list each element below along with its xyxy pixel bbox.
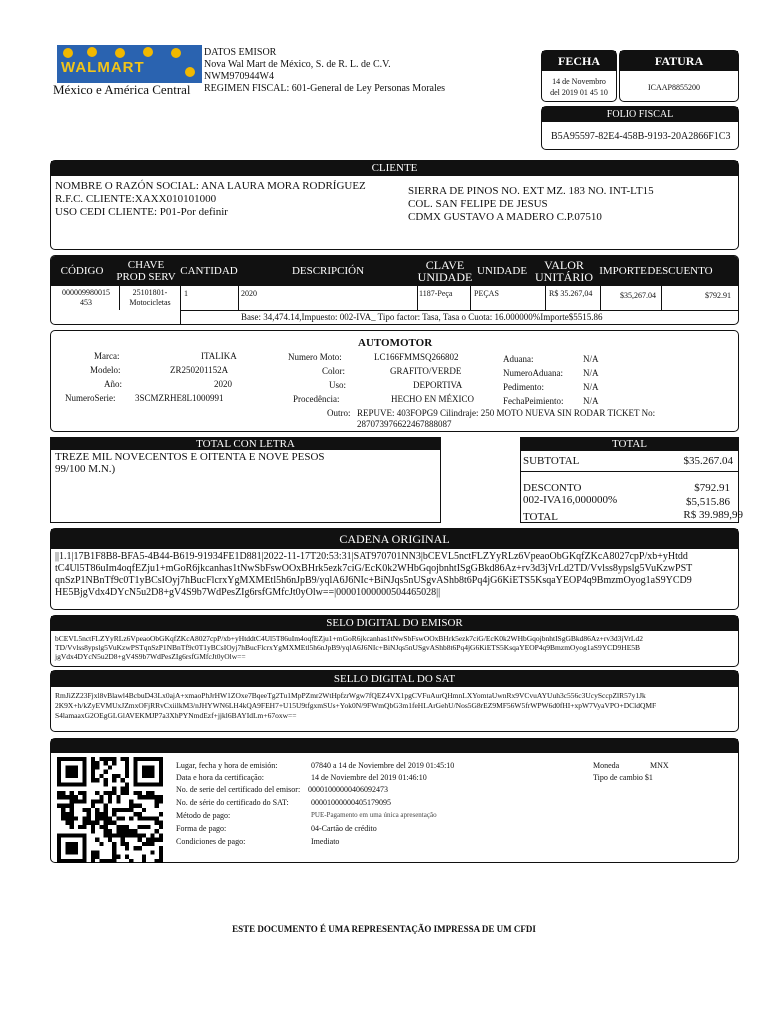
forma-label: Forma de pago: xyxy=(176,824,227,833)
otro-value-1: REPUVE: 403FOPG9 Cilindraje: 250 MOTO NUEVA SIN RODAR TICKET No: xyxy=(357,408,656,418)
metodo-value: PUE-Pagamento em uma única apresentação xyxy=(311,811,437,819)
desconto-label: DESCONTO xyxy=(523,482,582,494)
cliente-label: CLIENTE xyxy=(51,161,738,176)
lugar-label: Lugar, fecha y hora de emisión: xyxy=(176,761,278,770)
otro-value xyxy=(357,408,655,430)
totals-label: TOTAL xyxy=(521,438,738,451)
cliente-dir3: CDMX GUSTAVO A MADERO C.P.07510 xyxy=(408,211,602,223)
emisor-regimen: REGIMEN FISCAL: 601-General de Ley Personas Morales xyxy=(204,83,446,94)
col-valor: VALOR UNITÁRIO xyxy=(535,258,593,284)
row-base: Base: 34,474.14,Impuesto: 002-IVA_ Tipo factor: Tasa, Tasa o Cuota: 16.000000%Importe$5515.86 xyxy=(241,312,603,322)
comprobante-header-bar xyxy=(51,739,738,753)
selo-emisor-line2: TD/Vvlss8ypslg5VuKzwPSTqnSzP1NBnTf9c0T1yBCsIOyj7hBucFlcrxYgMXMEtl5h6nJpB9/yqlA6J6NIc+BiNJqs5nUSgvAShb8t6Pq4jG6KiETS5KsqaYEOP4q9BmzmOyog1aS9YCD9HE5B xyxy=(55,643,641,652)
emisor-name: Nova Wal Mart de México, S. de R. L. de C.V. xyxy=(204,59,391,70)
row-importe: $35,267.04 xyxy=(620,291,656,300)
tipo-cambio-label: Tipo de cambio $1 xyxy=(593,773,653,782)
lugar-value: 07840 a 14 de Noviembre del 2019 01:45:10 xyxy=(311,761,455,770)
fecha-label: FECHA xyxy=(542,51,616,71)
serie-sat-value: 00001000000405179095 xyxy=(311,798,391,807)
fecha-ped-value: N/A xyxy=(583,396,599,406)
fecha-value-line1: 14 de Novembro xyxy=(552,77,606,86)
row-codigo xyxy=(56,288,116,308)
subtotal-label: SUBTOTAL xyxy=(523,455,580,467)
total-letra-text-2: 99/100 M.N.) xyxy=(55,463,116,475)
pedimento-value: N/A xyxy=(583,382,599,392)
footer-note: ESTE DOCUMENTO É UMA REPRESENTAÇÃO IMPRESSA DE UM CFDI xyxy=(232,924,536,934)
selo-sat-line3: S4lamaaxG2OEgGLGlAVEKMJP7a3XhPYNmdEzf+jjkl6BAYIdLm+67oxw== xyxy=(55,711,297,720)
row-descuento: $792.91 xyxy=(705,291,731,300)
total-letra-box xyxy=(50,437,441,523)
fatura-box xyxy=(619,50,739,102)
aduana-value: N/A xyxy=(583,354,599,364)
cadena-line3: qnSzP1NBnTf9c0T1yBCsIOyj7hBucFlcrxYgMXMEtl5h6nJpB9/yqlA6J6NIc+BiNJqs5nUSgvAShb8t6Pq4jG6KiETS5KsqaYEOP4q9BmzmOyog1aS9YCD9 xyxy=(55,575,692,586)
automotor-title: AUTOMOTOR xyxy=(358,337,433,349)
col-chave: CHAVE PROD SERV xyxy=(116,259,176,283)
row-unidade: PEÇAS xyxy=(474,289,499,298)
ano-value: 2020 xyxy=(214,379,232,389)
cliente-uso: USO CEDI CLIENTE: P01-Por definir xyxy=(55,206,228,218)
cliente-nombre: NOMBRE O RAZÓN SOCIAL: ANA LAURA MORA RODRÍGUEZ xyxy=(55,180,366,192)
iva-label: 002-IVA16,000000% xyxy=(523,494,618,506)
serie-value: 3SCMZRHE8L1000991 xyxy=(135,393,224,403)
selo-emisor-text xyxy=(55,634,643,661)
cliente-dir1: SIERRA DE PINOS NO. EXT MZ. 183 NO. INT-LT15 xyxy=(408,185,654,197)
walmart-logo: WALMART xyxy=(57,45,202,83)
total-letra-label: TOTAL CON LETRA xyxy=(51,438,440,450)
fatura-value: ICAAP8855200 xyxy=(648,83,701,92)
num-aduana-value: N/A xyxy=(583,368,599,378)
row-codigo-1: 000009980015 xyxy=(62,288,110,297)
row-clave: 1187-Peça xyxy=(419,289,453,298)
col-cantidad: CANTIDAD xyxy=(180,265,238,277)
col-descuento: DESCUENTO xyxy=(647,265,713,277)
fecha-box xyxy=(541,50,617,102)
cliente-dir2: COL. SAN FELIPE DE JESUS xyxy=(408,198,548,210)
modelo-label: Modelo: xyxy=(90,365,121,375)
logo-region: México e América Central xyxy=(53,82,191,97)
row-cantidad: 1 xyxy=(184,289,188,298)
aduana-label: Aduana: xyxy=(503,354,534,364)
cert-value: 14 de Noviembre del 2019 01:46:10 xyxy=(311,773,427,782)
col-descripcion: DESCRIPCIÓN xyxy=(291,265,365,277)
color-value: GRAFITO/VERDE xyxy=(390,366,462,376)
fecha-ped-label: FechaPeimiento: xyxy=(503,396,564,406)
uso-value: DEPORTIVA xyxy=(413,380,463,390)
cliente-rfc: R.F.C. CLIENTE:XAXX010101000 xyxy=(55,193,217,205)
selo-emisor-line1: bCEVL5nctFLZYyRLz6VpeaoObGKqfZKcA8027cpP/xb+yHtddtC4Ul5T86uIm4oqfEZju1+mGoR6jkcanhas1tNwSbFswOOxBHrk5ezk7ciG/EcK0k2WHbGqojbnhtISgGBkd86Az+rv3d3jVrLd2 xyxy=(55,634,644,643)
col-importe: IMPORTE xyxy=(599,265,647,277)
row-chave xyxy=(121,288,179,308)
ano-label: Año: xyxy=(104,379,122,389)
serie-label: NumeroSerie: xyxy=(65,393,116,403)
pedimento-label: Pedimento: xyxy=(503,382,544,392)
marca-label: Marca: xyxy=(94,351,120,361)
total-value: R$ 39.989,99 xyxy=(683,509,743,521)
fatura-label: FATURA xyxy=(620,51,738,71)
col-codigo: CÓDIGO xyxy=(60,265,104,277)
metodo-label: Método de pago: xyxy=(176,811,231,820)
total-label: TOTAL xyxy=(523,511,558,523)
col-clave-unidade: CLAVE UNIDADE xyxy=(417,258,473,284)
num-aduana-label: NumeroAduana: xyxy=(503,368,563,378)
row-codigo-2: 453 xyxy=(80,298,92,307)
selo-sat-text xyxy=(55,691,656,721)
row-descripcion: 2020 xyxy=(241,289,257,298)
cadena-label: CADENA ORIGINAL xyxy=(51,529,738,549)
moneda-value: MNX xyxy=(650,761,669,770)
otro-label: Outro: xyxy=(327,408,351,418)
cert-label: Data e hora da certificação: xyxy=(176,773,264,782)
condiciones-label: Condiciones de pago: xyxy=(176,837,246,846)
folio-label: FOLIO FISCAL xyxy=(542,107,738,122)
moneda-label: Moneda xyxy=(593,761,620,770)
cliente-left xyxy=(55,180,366,219)
row-chave-2: Motocicletas xyxy=(129,298,171,307)
condiciones-value: Imediato xyxy=(311,837,340,846)
selo-sat-label: SELLO DIGITAL DO SAT xyxy=(51,671,738,687)
emisor-heading: DATOS EMISOR xyxy=(204,47,277,58)
color-label: Color: xyxy=(322,366,346,376)
cadena-line4: HE5BjgVdx4DYcN5u2D8+gV4S9b7WdPesZIg6rsfGMfcJt0yOlw==|00001000000504465028|| xyxy=(55,587,441,598)
selo-sat-line1: RmJiZZ23Fjxl8vBlawl4BcbuD43Lx0ajA+xmaoPhJrHW1ZOxe7BqeeTg2Tu1MpPZmr2WtHpfzrWgw7fQEZ4VX1pgCVFuAurQHmnLXYomtaUwnRx9VCvuAYUuh3c556c3UcySccpZlR57y1Jk xyxy=(55,691,646,700)
selo-emisor-line3: jgVdx4DYcN5u2D8+gV4S9b7WdPesZIg6rsfGMfcJt0yOlw== xyxy=(55,652,246,661)
motor-label: Numero Moto: xyxy=(288,352,342,362)
cadena-line2: tC4Ul5T86uIm4oqfEZju1+mGoR6jkcanhas1tNwSbFswOOxBHrk5ezk7ciG/EcK0k2WHbGqojbnhtISgGBkd86Az+rv3d3jVrLd2TD/Vvlss8ypslg5VuKzwPST xyxy=(55,563,693,574)
desconto-value: $792.91 xyxy=(694,482,730,494)
emisor-block xyxy=(204,47,445,95)
fecha-value-line2: del 2019 01 45 10 xyxy=(550,88,608,97)
selo-emisor-label: SELO DIGITAL DO EMISOR xyxy=(51,616,738,631)
cliente-right xyxy=(408,185,654,224)
marca-value: ITALIKA xyxy=(201,351,237,361)
forma-value: 04-Cartão de crédito xyxy=(311,824,377,833)
iva-value: $5,515.86 xyxy=(686,496,730,508)
row-valor: R$ 35.267,04 xyxy=(549,289,593,298)
selo-sat-line2: 2K9X+h/kZyEVMUxJZmxOFjRRvCxiilkM3/nJHYWN6LH4kQA9FEH7+U15U9tfgxmSUs+Yok0N/9FWmQbG3m1feHLArGehU/Nos5G8rEZ9MF56W5frWPW6d0fHI+xpW7VyaVPO+DCldQMF xyxy=(55,701,657,710)
modelo-value: ZR250201152A xyxy=(170,365,229,375)
qr-code xyxy=(57,757,163,863)
serie-emisor-label: No. de serie del certificado del emisor: xyxy=(176,785,301,794)
proc-value: HECHO EN MÉXICO xyxy=(391,394,474,404)
total-letra-text-1: TREZE MIL NOVECENTOS E OITENTA E NOVE PESOS xyxy=(55,451,325,463)
row-chave-1: 25101801- xyxy=(132,288,168,297)
cadena-text xyxy=(55,551,692,599)
cadena-line1: ||1.1|17B1F8B8-BFA5-4B44-B619-91934FE1D881|2022-11-17T20:53:31|SAT970701NN3|bCEVL5nctFLZYyRLz6VpeaoObGKqfZKcA8027cpP/xb+yHtdd xyxy=(55,551,688,562)
col-unidade: UNIDADE xyxy=(476,265,528,277)
total-letra-text xyxy=(55,451,325,475)
folio-box xyxy=(541,106,739,150)
emisor-rfc: NWM970944W4 xyxy=(204,71,274,82)
fecha-value xyxy=(542,76,616,98)
proc-label: Procedência: xyxy=(293,394,340,404)
folio-value: B5A95597-82E4-458B-9193-20A2866F1C3 xyxy=(551,131,731,142)
otro-value-2: 287073976622467888087 xyxy=(357,419,452,429)
motor-value: LC166FMMSQ266802 xyxy=(374,352,459,362)
serie-emisor-value: 00001000000406092473 xyxy=(308,785,388,794)
serie-sat-label: No. de série do certificado do SAT: xyxy=(176,798,289,807)
subtotal-value: $35.267.04 xyxy=(683,455,733,467)
uso-label: Uso: xyxy=(329,380,347,390)
